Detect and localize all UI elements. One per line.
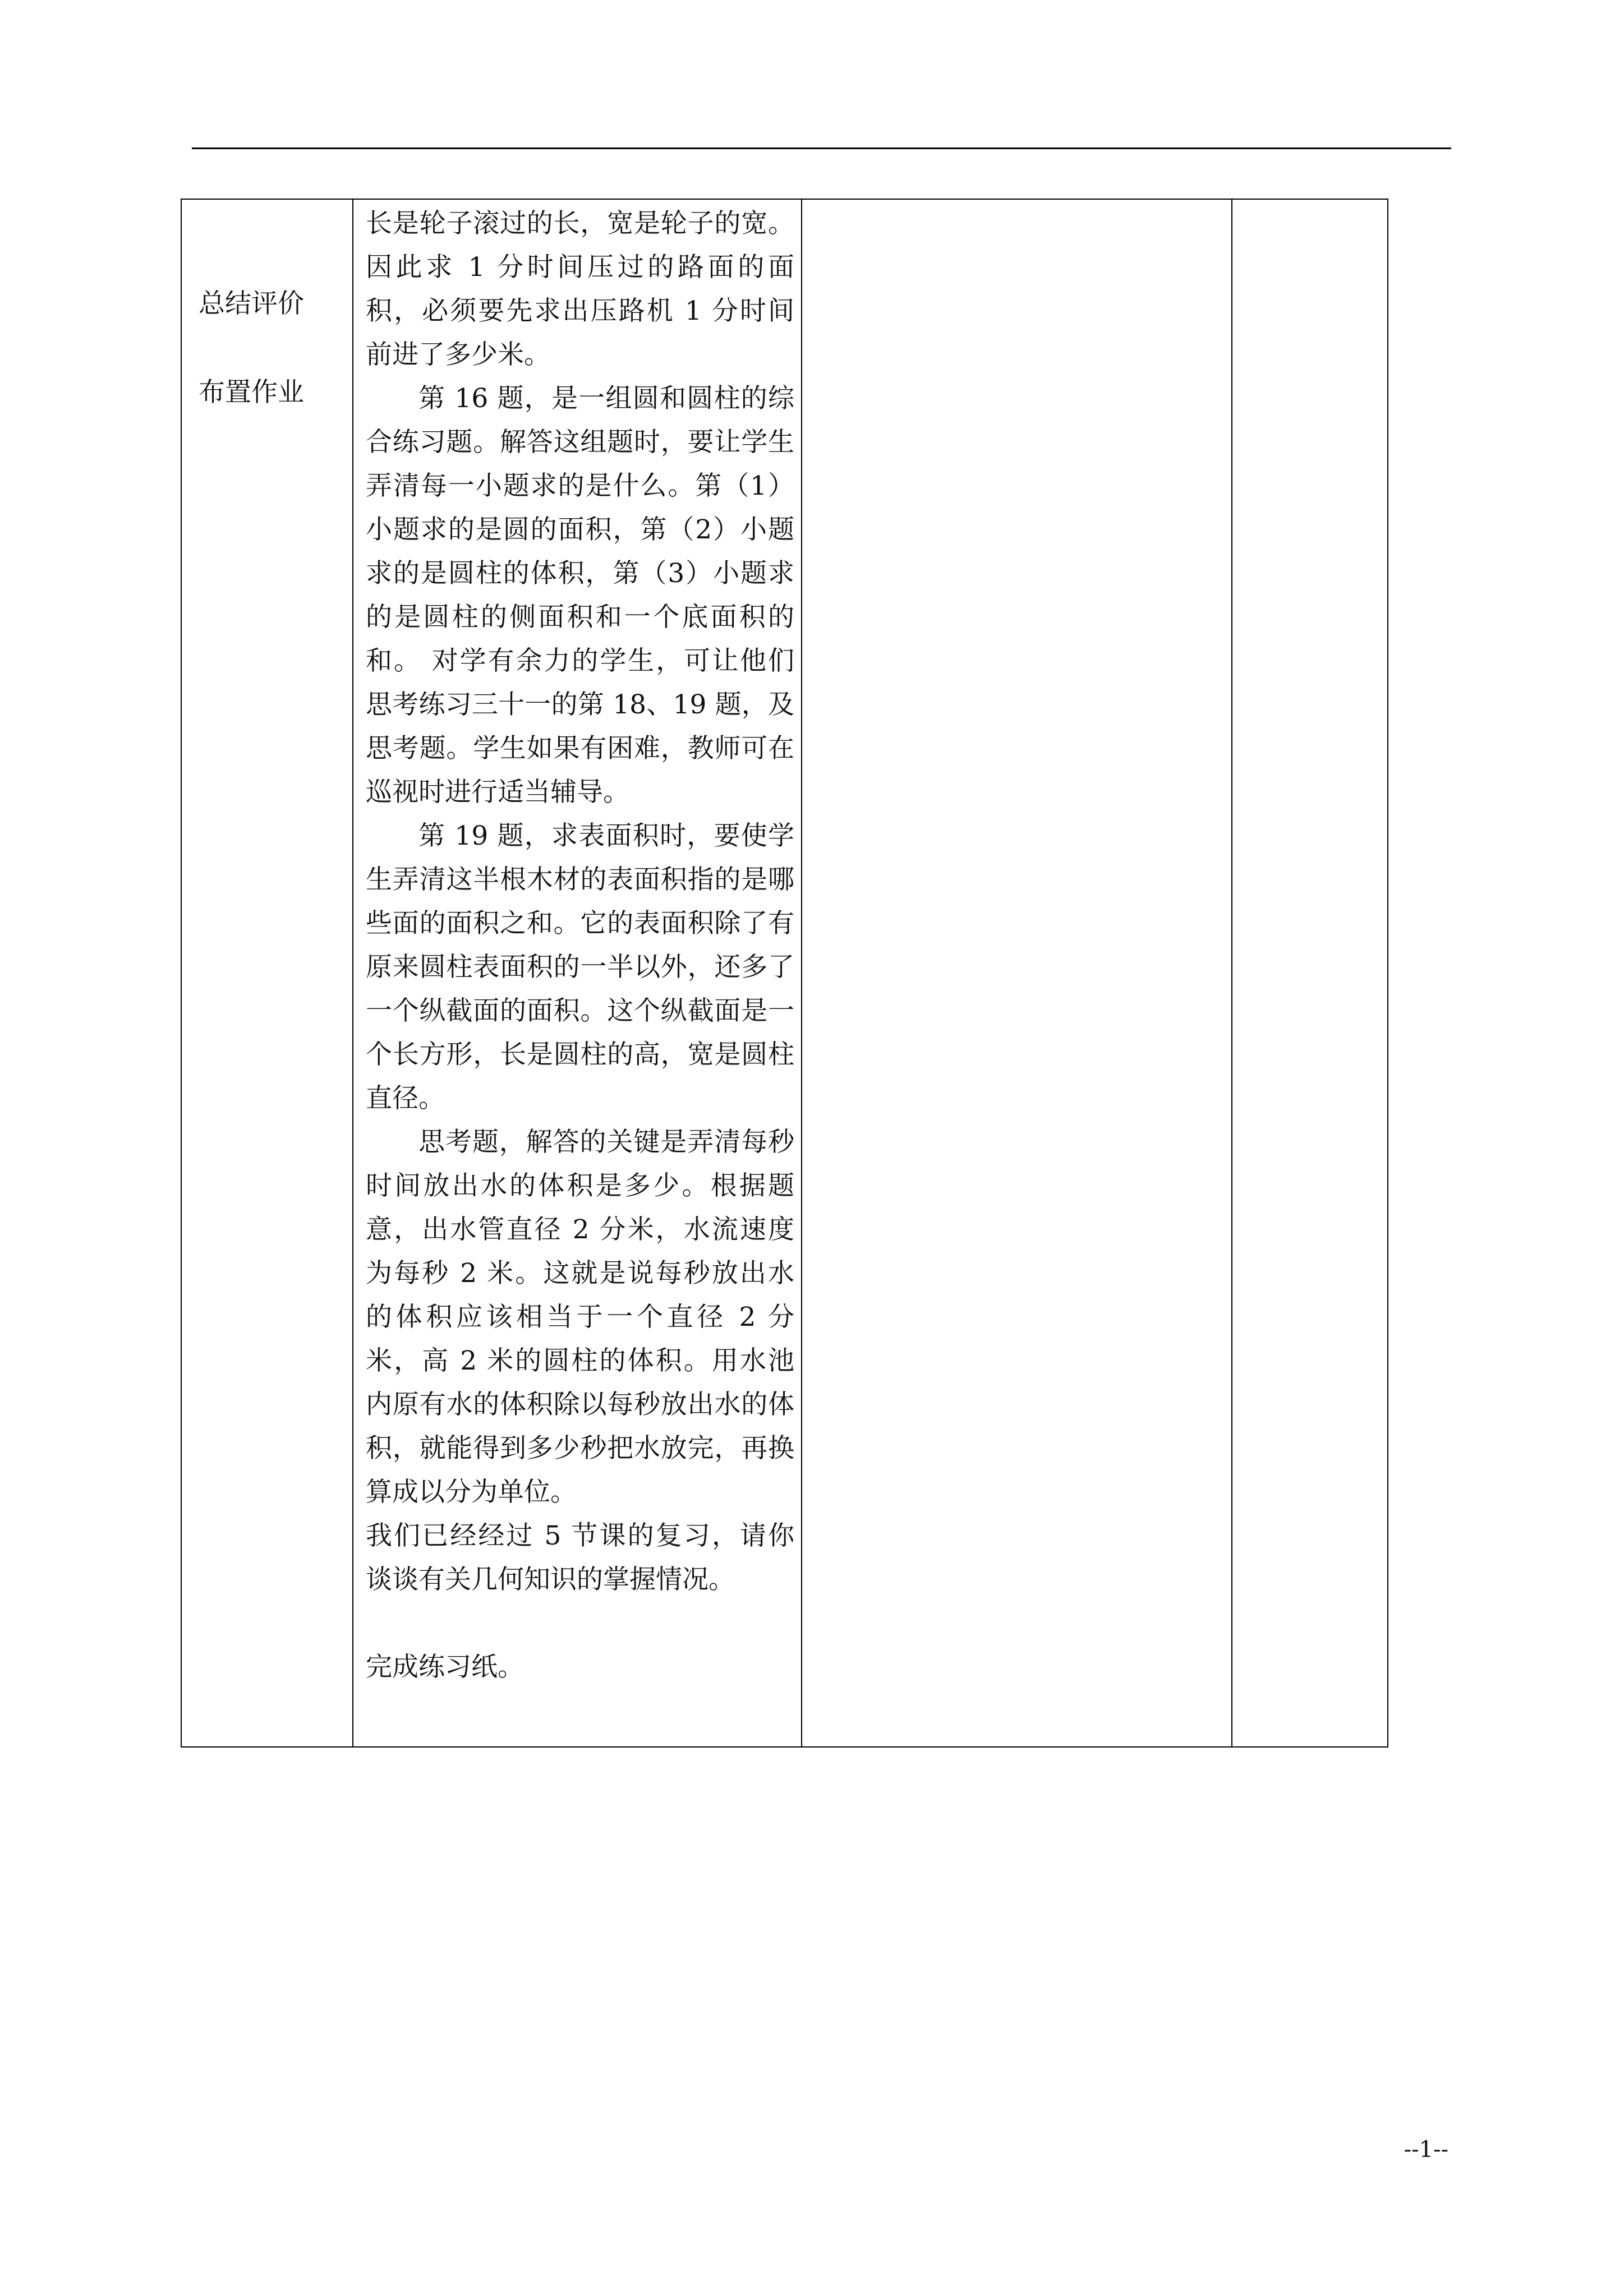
blank-line — [366, 1602, 794, 1645]
stage-label-summary: 总结评价 — [199, 288, 304, 319]
header-rule — [192, 147, 1451, 149]
teaching-process-cell — [353, 199, 802, 1747]
stage-label-homework: 布置作业 — [199, 377, 304, 408]
stage-cell — [181, 199, 353, 1747]
table-row — [181, 199, 1388, 1747]
process-paragraph: 第 16 题，是一组圆和圆柱的综合练习题。解答这组题时，要让学生弄清每一小题求的是什么。第（1）小题求的是圆的面积，第（2）小题求的是圆柱的体积，第（3）小题求的是圆柱的侧面积和一个底面积的和。 对学有余力的学生，可让他们思考练习三十一的第 18、19 题，及思考题。学生如果有困难，教师可在巡视时进行适当辅导。 — [366, 383, 794, 808]
notes-cell — [1232, 199, 1388, 1747]
process-paragraph: 思考题，解答的关键是弄清每秒时间放出水的体积是多少。根据题意，出水管直径 2 分米，水流速度为每秒 2 米。这就是说每秒放出水的体积应该相当于一个直径 2 分米，高 2 米的圆柱的体积。用水池内原有水的体积除以每秒放出水的体积，就能得到多少秒把水放完，再换算成以分为单位。 — [366, 1127, 794, 1507]
process-paragraph: 我们已经经过 5 节课的复习，请你谈谈有关几何知识的掌握情况。 — [366, 1520, 794, 1595]
page-number: --1-- — [1404, 2137, 1448, 2163]
process-paragraph: 第 19 题，求表面积时，要使学生弄清这半根木材的表面积指的是哪些面的面积之和。它的表面积除了有原来圆柱表面积的一半以外，还多了一个纵截面的面积。这个纵截面是一个长方形，长是圆柱的高，宽是圆柱直径。 — [366, 820, 794, 1114]
student-activity-cell — [802, 199, 1232, 1747]
process-paragraph: 完成练习纸。 — [366, 1652, 524, 1682]
process-paragraph: 长是轮子滚过的长，宽是轮子的宽。因此求 1 分时间压过的路面的面积，必须要先求出压路机 1 分时间前进了多少米。 — [366, 208, 794, 370]
lesson-plan-table — [181, 199, 1388, 1748]
